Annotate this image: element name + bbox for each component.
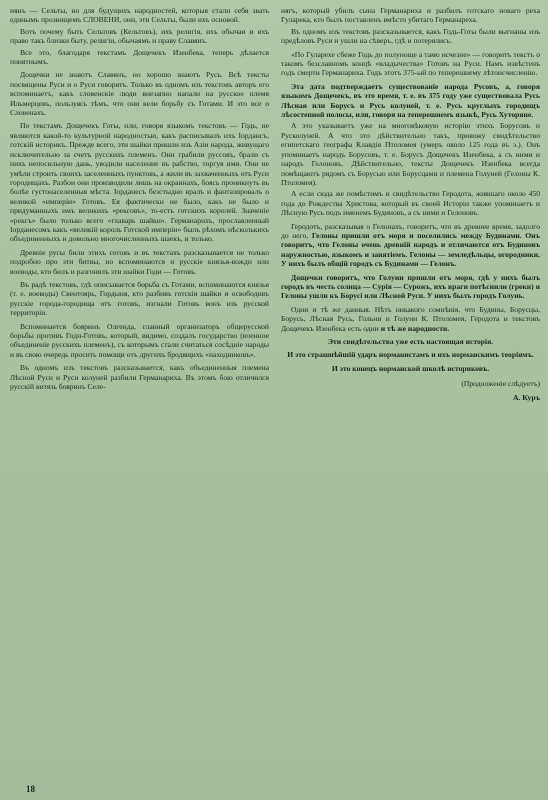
bold-statement: Эти свидѣтельства уже есть настоящая исторія. — [327, 337, 494, 346]
paragraph: А это указываетъ уже на многовѣковую исторію этихъ Борусовъ и Русколуней. А что это дѣйствительно такъ, привожу свидѣтельство египетскаго географа Клавдія Птоломея (умеръ около 125 года въ э.). Онъ упоминаетъ народъ Борусовъ, т. е. Борусъ Дощечекъ Изенбека, а съ ними и народъ Гелоновъ. Дѣйствительно, тексты Дощечекъ Изенбека всегда помѣщаютъ рядомъ съ Борусью или Борусцами и племена Голуней (Гелоны К. Птоломея). — [281, 121, 540, 187]
bold-paragraph: Эта дата подтверждаетъ существованіе народа Русовъ, а, говоря языкомъ Дощечекъ, въ это время, т. е. въ 375 году уже существовала Русь Лѣсная или Борусъ и Русь колуней, т. е. Русь круглыхъ городищъ лѣсостепной полосы, или, говоря на теперешнемъ языкѣ, Русь Хуторяне. — [281, 81, 540, 120]
quote-paragraph: «По Гуларехе сбеже Годь до полунощe а тамо исчезне» — говоритъ текстъ о такомъ безславномъ концѣ «владычества» Готовъ на Руси. Намъ извѣстенъ годъ смерти Германариха. Годъ этотъ 375-ый по теперешнему лѣтоисчисленію. — [281, 49, 540, 78]
text-columns — [10, 6, 540, 404]
paragraph: Въ одномъ изъ текстовъ разсказывается, какъ Годь-Готы были выгнаны изъ предѣловъ Руси и ушли на сѣверъ, гдѣ и потерялись. — [281, 26, 540, 46]
paragraph-mixed — [281, 305, 540, 333]
paragraph-plain-part: Одни и тѣ же данныя. Нѣтъ никакого сомнѣнія, что Будины, Борусцы, Борусь, Лѣсная Русь, Гольни и Голуни К. Птоломея, Геродота и текстовъ Дощечекъ Изенбека есть одни — [281, 304, 540, 333]
paragraph-bold-part: и тѣ же народности. — [380, 323, 450, 333]
paragraph: Дощечки не знаютъ Славянъ, но хорошо знаютъ Русь. Всѣ тексты посвящены Руси и о Руси говорятъ. Только въ одномъ изъ текстовъ авторъ его вспоминаетъ, какъ словенскіе люди внезапно напали на русское племя Ильмерцевъ, пользуясь тѣмъ, что они вели борьбу съ Готами. И это все о Словенахъ. — [10, 70, 269, 118]
paragraph-plain-part: Геродотъ, разсказывая о Гелонахъ, говоритъ, что въ древнее время, задолго до него, — [281, 221, 540, 240]
bold-statement: И это конецъ норманской школѣ историковъ. — [331, 363, 490, 373]
bold-paragraph: Дощечки говорятъ, что Голуни пришли отъ моря, гдѣ у нихъ былъ городъ въ честь солнца — Сурія — Сурожъ, ихъ враги потѣснили (греки) и Гелоны ушли къ Борусі или Лѣсной Руси. У нихъ былъ городъ Голунь. — [281, 272, 540, 301]
author-signature: А. Куръ — [512, 392, 540, 402]
paragraph-mixed — [281, 222, 540, 269]
right-column — [281, 6, 540, 404]
paragraph: иянъ — Сельты, но для будущихъ народностей, которыя стали себя звать единымъ прозвищемъ СЛОВЕНИ, они, эти Сельты, были ихъ основой. — [10, 6, 269, 25]
left-column — [10, 6, 269, 404]
paragraph: Вотъ почему быть Сельтовъ (Кельтовъ), ихъ религія, ихъ обычаи и ихъ право такъ близки быту, религіи, обычаямъ и праву Славянъ. — [10, 26, 269, 46]
page-number: 18 — [26, 784, 35, 794]
paragraph: Въ одномъ изъ текстовъ разсказывается, какъ объединенныя племена Лѣсной Руси и Руси колуней разбили Германариха. Въ этомъ бою отличился русскій витязь бояринъ Селе- — [10, 363, 269, 392]
paragraph: Все это, благодаря текстамъ Дощечекъ Изенбека, теперь дѣлается понятнымъ. — [10, 47, 269, 67]
continued-note: (Продолженіе слѣдуетъ) — [461, 379, 540, 389]
paragraph: Въ радѣ текстовъ, гдѣ описывается борьба съ Готами, вспоминаются князья (т. е. воеводы) Свентоярь, Гордыня, кто разбивъ готскія шайки и освободивъ русскіе города-городища отъ готовъ, изгнали Готовъ вонъ изъ русской территоріи. — [10, 279, 269, 318]
paragraph: Древніе русы били этихъ готовъ и въ текстахъ разсказывается не только подробно про эти битвы, но вспоминаются и русскіе князья-вожди или воеводы, кто билъ и разгонялъ эти шайки Годи — Готовъ. — [10, 247, 269, 276]
paragraph: По текстамъ Дощечекъ Готы, или, говоря языкомъ текстовъ — Годь, не являются какой-то культурной народностью, какъ расписывалъ ихъ Іордансъ, готскій историкъ. Прежде всего, эти шайки пришли изъ Азіи народа, живущаго исключительно за счетъ русскихъ племенъ. Они грабили руссовъ, брали съ нихъ непосильную дань, уводили население въ рабство, торгуя ими. Они не умѣли строить своихъ заселенныхъ пунктовъ, а жили въ захваченныхъ отъ Руси городищахъ. Разбои они производили лишь на окраинахъ, боясь проникнуть въ болѣе густонаселенныя мѣста. Іорданесъ безстыдно вралъ и фантазировалъ о великой «имперіи» Готовъ. Ея фактически не было, какъ не было и придуманныхъ имъ великихъ «рексовъ», то-есть готскихъ королей. Значеніе «рексъ» было только всего «главарь шайки». Германарихъ, прославленный Іорданесомъ какъ «великій король Готской имперіи» былъ рѣхомъ нѣсколькихъ объединенныхъ и довольно многочисленныхъ шаекъ, и только. — [10, 121, 269, 244]
bold-statement: И это страшнѣйшій ударъ норманистамъ и ихъ норманскимъ теоріямъ. — [287, 350, 534, 360]
paragraph: Вспоминается бояринъ Олгенда, главный организаторъ общерусской борьбы противъ Годи-Готовъ, который, видимо, создалъ государство (военное объединеніе русскихъ племенъ), съ которымъ стали считаться сосѣдніе народы и въ свою очередь просить помощи отъ другихъ бродящихъ «находниковъ». — [10, 321, 269, 359]
paragraph: нягъ, который убилъ сына Германариха и разбилъ готскаго новаго реха Гуларека, кто былъ поставленъ вмѣсто убитаго Германареха. — [281, 6, 540, 25]
paragraph: А если сюда же помѣстимъ и свидѣтельство Геродота, жившаго около 450 года до Рождества Христова, который въ своей Исторіи также упоминаетъ и Лѣсную Русь подъ именемъ Будиновъ, а съ ними и Гелоновъ. — [281, 189, 540, 218]
paragraph-bold-part: Гелоны пришли отъ моря и поселились между Будинами. Онъ говоритъ, что Гелоны очень древній народъ и отличаются отъ Будиновъ наружностью, языкомъ и занятіемъ. Гелоны — земледѣльцы, огородники. У нихъ былъ общій городъ съ Будинами — Гелонъ. — [281, 230, 540, 269]
